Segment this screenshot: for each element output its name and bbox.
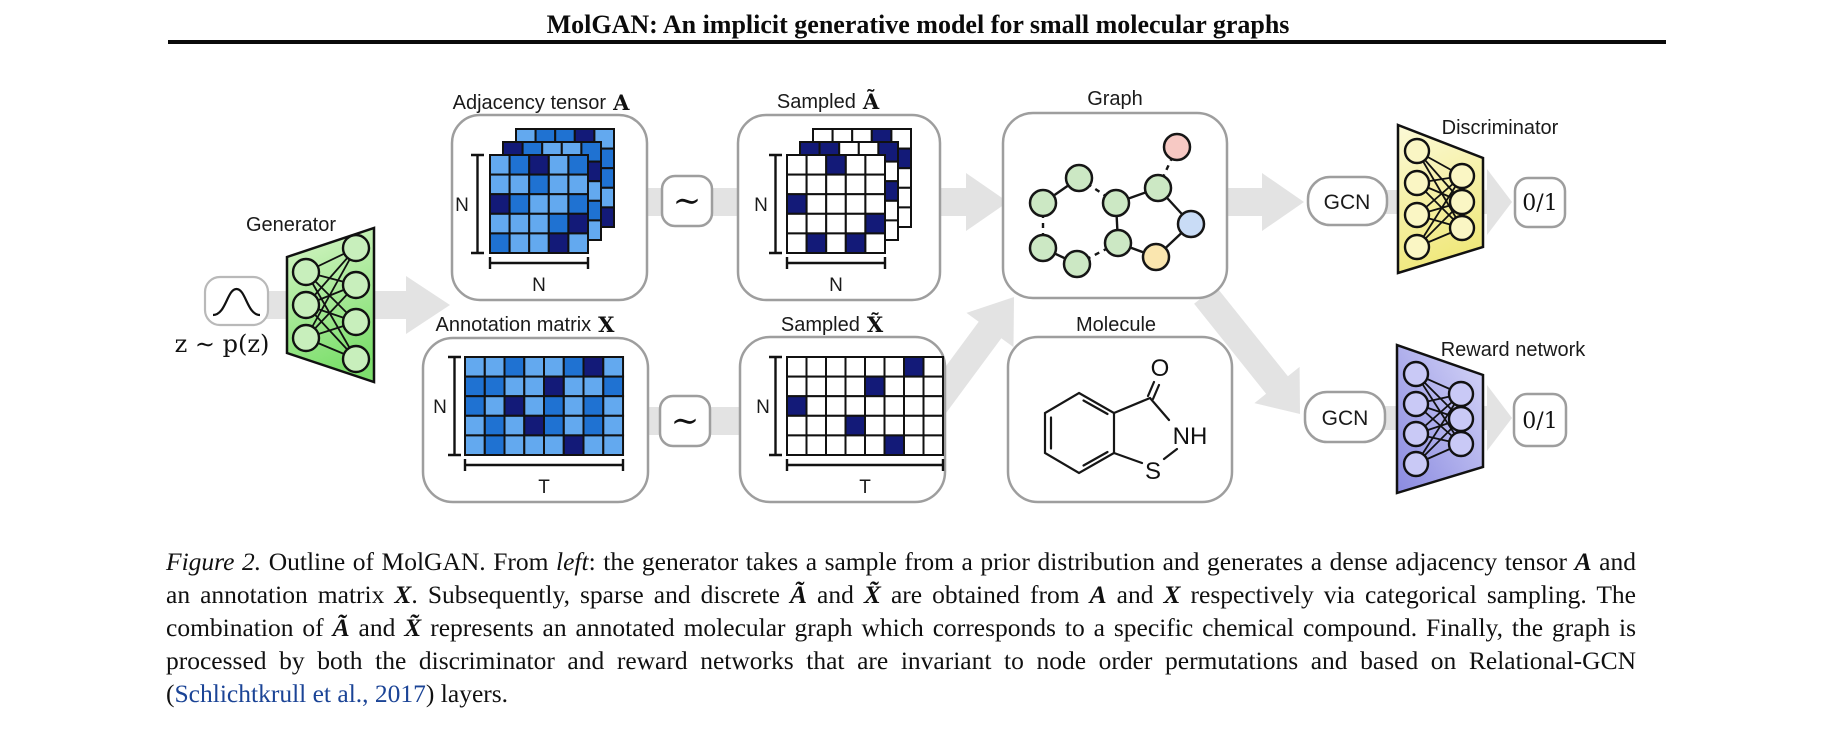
matrix-cell [465,396,485,416]
matrix-cell [846,214,866,234]
matrix-cell [524,435,544,455]
graph-node-green [1145,175,1171,201]
matrix-cell [865,435,885,455]
matrix-cell [549,155,569,175]
nn-node [1404,362,1428,386]
matrix-cell [826,357,846,377]
matrix-cell [885,396,905,416]
nn-node [343,309,369,335]
matrix-cell [865,233,885,253]
annotation-title: Annotation matrix X [435,312,615,337]
matrix-cell [485,416,505,436]
matrix-cell [787,435,807,455]
generator-label: Generator [245,214,337,236]
adjacency-dim-n-left: N [455,195,469,216]
matrix-cell [904,377,924,397]
matrix-cell [826,155,846,175]
matrix-cell [846,175,866,195]
matrix-cell [846,194,866,214]
matrix-cell [564,435,584,455]
reward-network-label: Reward network [1440,339,1586,361]
discriminator-label: Discriminator [1441,117,1559,139]
matrix-cell [885,435,905,455]
caption-run: left [556,547,589,576]
graph-node-pink [1164,134,1190,160]
sampling-tilde-bottom: ∼ [670,401,700,441]
sampled-x-title: Sampled X̃ [780,312,884,337]
matrix-cell [568,175,588,195]
prior-sample-label: z ∼ p(z) [174,330,270,358]
graph-node-green [1030,235,1056,261]
prior-sample-box [205,277,268,325]
matrix-cell [787,377,807,397]
sulfur-label: S [1144,458,1162,485]
arrow-sampled-a-to-graph [940,173,1008,231]
matrix-cell [826,377,846,397]
annotation-dim-t-bottom: T [538,477,550,498]
matrix-cell [524,416,544,436]
graph-node-green [1064,251,1090,277]
matrix-cell [510,214,530,234]
matrix-cell [865,194,885,214]
matrix-cell [787,396,807,416]
nn-node [1404,392,1428,416]
matrix-cell [865,175,885,195]
matrix-cell [865,357,885,377]
matrix-cell [465,416,485,436]
gcn-label-bottom: GCN [1321,407,1369,430]
matrix-cell [826,194,846,214]
matrix-cell [568,155,588,175]
molecule-box [1008,337,1232,502]
matrix-cell [524,357,544,377]
matrix-cell [865,155,885,175]
sampled-a-dim-n-left: N [754,195,768,216]
sampled-x-dim-t-bottom: T [859,477,871,498]
nn-node [1450,164,1474,188]
matrix-cell [865,377,885,397]
nn-node [1450,190,1474,214]
matrix-cell [885,416,905,436]
matrix-cell [807,435,827,455]
matrix-cell [529,194,549,214]
matrix-cell [885,377,905,397]
matrix-cell [544,357,564,377]
caption-run: X̃ [863,580,881,609]
matrix-cell [826,214,846,234]
graph-node-green [1030,190,1056,216]
nn-node [1450,216,1474,240]
matrix-cell [485,357,505,377]
gcn-label-top: GCN [1323,191,1371,214]
matrix-cell [568,233,588,253]
annotation-matrix-grid [465,357,623,455]
caption-run: . Subsequently, sparse and discrete [411,580,790,609]
matrix-cell [787,357,807,377]
matrix-cell [564,416,584,436]
matrix-cell [846,155,866,175]
matrix-cell [584,357,604,377]
nn-node [343,235,369,261]
matrix-cell [846,377,866,397]
matrix-cell [924,396,944,416]
matrix-cell [490,233,510,253]
caption-run: represents an annotated molecular graph which corresponds to a specific chemical compound. Finally, the graph is processed by both the discriminator and reward networks that are invariant to node order permutations and based on Relational-GCN ( [166,613,1637,708]
matrix-cell [544,416,564,436]
caption-run: and an annotation matrix [166,547,1636,609]
matrix-cell [885,357,905,377]
matrix-cell [603,357,623,377]
matrix-cell [904,416,924,436]
matrix-cell [603,377,623,397]
graph-node-green [1103,190,1129,216]
matrix-cell [465,435,485,455]
matrix-cell [510,194,530,214]
sampling-tilde-top: ∼ [672,181,702,221]
matrix-cell [807,396,827,416]
caption-run: ) layers. [425,679,509,708]
matrix-cell [490,155,510,175]
nn-node [1405,235,1429,259]
matrix-cell [568,194,588,214]
matrix-cell [846,357,866,377]
matrix-cell [603,435,623,455]
matrix-cell [904,396,924,416]
paper-title: MolGAN: An implicit generative model for small molecular graphs [546,10,1290,39]
matrix-cell [787,155,807,175]
matrix-cell [505,377,525,397]
matrix-cell [549,233,569,253]
caption-run: A [1089,580,1107,609]
caption-run: and [349,613,405,642]
matrix-cell [787,194,807,214]
sampled-a-title: Sampled Ã [776,89,880,114]
matrix-cell [584,416,604,436]
matrix-cell [904,435,924,455]
matrix-cell [807,357,827,377]
sampled-a-dim-n-bottom: N [829,275,843,296]
caption-run: X̃ [404,613,422,642]
matrix-cell [787,233,807,253]
caption-run: are obtained from [880,580,1090,609]
nn-node [1405,139,1429,163]
matrix-cell [485,396,505,416]
matrix-cell [564,396,584,416]
matrix-cell [924,357,944,377]
arrow-graph-to-gcn-top [1218,173,1304,231]
output-label-bottom: 0/1 [1522,409,1558,434]
matrix-cell [490,194,510,214]
matrix-cell [505,357,525,377]
nn-node [343,346,369,372]
citation-link[interactable]: Schlichtkrull et al., 2017 [174,679,426,708]
matrix-cell [549,194,569,214]
matrix-cell [846,416,866,436]
sampled-x-dim-n-left: N [756,397,770,418]
nn-node [1405,203,1429,227]
matrix-cell [904,357,924,377]
adjacency-dim-n-bottom: N [532,275,546,296]
figure-caption [166,545,1636,710]
matrix-cell [465,377,485,397]
oxygen-label: O [1150,355,1170,382]
nn-node [343,272,369,298]
matrix-cell [524,377,544,397]
caption-run: Outline of MolGAN. From [261,547,557,576]
graph-node-green [1105,230,1131,256]
nn-node [1405,171,1429,195]
matrix-cell [807,214,827,234]
caption-run: Ã [789,580,807,609]
nn-node [1449,432,1473,456]
matrix-cell [807,155,827,175]
matrix-cell [510,155,530,175]
matrix-cell [485,435,505,455]
matrix-cell [510,233,530,253]
matrix-cell [564,377,584,397]
caption-run: Figure 2. [166,547,262,576]
nn-node [293,259,319,285]
matrix-cell [846,233,866,253]
adjacency-title: Adjacency tensor A [452,90,630,115]
matrix-cell [924,377,944,397]
matrix-cell [549,175,569,195]
matrix-cell [826,396,846,416]
matrix-cell [865,214,885,234]
nn-node [293,325,319,351]
matrix-cell [846,435,866,455]
matrix-cell [787,214,807,234]
caption-run: A [1574,547,1592,576]
matrix-cell [529,175,549,195]
caption-run: and [1106,580,1164,609]
matrix-cell [865,396,885,416]
nh-label: NH [1172,423,1208,450]
matrix-cell [924,416,944,436]
sampled-adjacency-grid [787,129,911,253]
matrix-cell [787,175,807,195]
matrix-cell [807,194,827,214]
matrix-cell [924,435,944,455]
matrix-cell [490,214,510,234]
matrix-cell [807,377,827,397]
matrix-cell [490,175,510,195]
molecule-title: Molecule [1075,314,1157,336]
matrix-cell [529,155,549,175]
matrix-cell [603,396,623,416]
caption-run: X [1163,580,1181,609]
matrix-cell [807,416,827,436]
matrix-cell [549,214,569,234]
nn-node [1449,407,1473,431]
matrix-cell [544,435,564,455]
matrix-cell [544,377,564,397]
matrix-cell [846,396,866,416]
matrix-cell [529,214,549,234]
matrix-cell [510,175,530,195]
matrix-cell [584,396,604,416]
matrix-cell [505,396,525,416]
output-label-top: 0/1 [1522,191,1558,216]
caption-run: : the generator takes a sample from a prior distribution and generates a dense adjacency tensor [588,547,1575,576]
caption-run: respectively via categorical sampling. The combination of [166,580,1636,642]
graph-title: Graph [1087,88,1143,110]
matrix-cell [465,357,485,377]
matrix-cell [505,416,525,436]
graph-node-yellow [1143,244,1169,270]
matrix-cell [505,435,525,455]
matrix-cell [826,435,846,455]
matrix-cell [529,233,549,253]
graph-node-green [1066,165,1092,191]
matrix-cell [524,396,544,416]
matrix-cell [544,396,564,416]
caption-run: and [806,580,864,609]
sampled-annotation-grid [787,357,943,455]
matrix-cell [787,416,807,436]
annotation-dim-n-left: N [433,397,447,418]
nn-node [1404,452,1428,476]
nn-node [1449,382,1473,406]
matrix-cell [584,377,604,397]
matrix-cell [564,357,584,377]
matrix-cell [603,416,623,436]
matrix-cell [826,175,846,195]
caption-run: X [394,580,412,609]
matrix-cell [807,175,827,195]
matrix-cell [826,233,846,253]
matrix-cell [584,435,604,455]
graph-node-blue [1178,211,1204,237]
nn-node [293,292,319,318]
adjacency-tensor-grid [490,129,614,253]
matrix-cell [826,416,846,436]
matrix-cell [568,214,588,234]
matrix-cell [485,377,505,397]
matrix-cell [865,416,885,436]
caption-run: Ã [332,613,350,642]
nn-node [1404,422,1428,446]
matrix-cell [807,233,827,253]
